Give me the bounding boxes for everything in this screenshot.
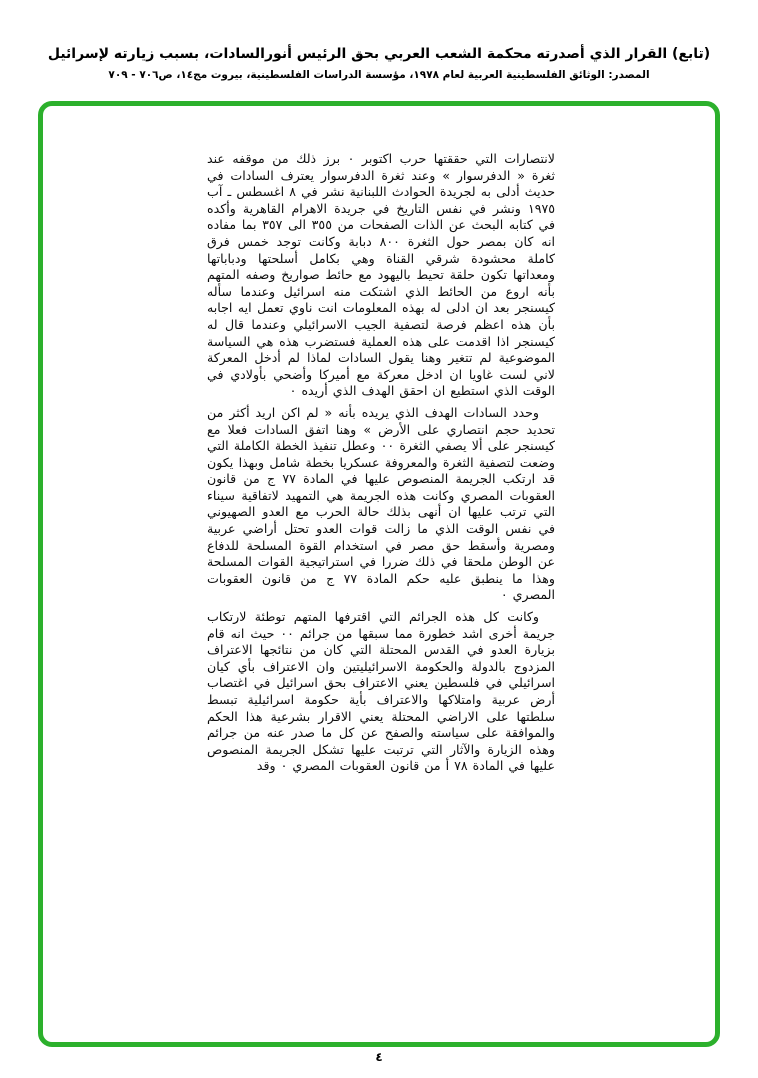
page-number: ٤ — [375, 1050, 383, 1064]
document-source-line: المصدر: الوثائق الفلسطينية العربية لعام ١٩٧٨، مؤسسة الدراسات الفلسطينية، بيروت مج١٤، ص٧٠٦ - ٧٠٩ — [108, 69, 650, 81]
body-paragraph-1: لانتصارات التي حققتها حرب اكتوبر ٠ برز ذلك من موقفه عند ثغرة « الدفرسوار » وعند ثغرة الدفرسوار يعترف السادات في حديث أدلى به لجريدة الحوادث اللبنانية نشر في ٨ اغسطس ـ آب ١٩٧٥ ونشر في نفس التاريخ في جريدة الاهرام القاهرية وأكده في كتابه البحث عن الذات الصفحات من ٣٥٥ الى ٣٥٧ بما مفاده انه كان بمصر حول الثغرة ٨٠٠ دبابة وكانت توجد خمس فرق كاملة محشودة شرقي القناة وهي بكامل أسلحتها ودباباتها ومعداتها تكون حلقة تحيط باليهود مع حائط صواريخ وصفه المتهم بأنه اروع من الحائط الذي اشتكت منه اسرائيل وعندما سأله كيسنجر بعد ان ادلى له بهذه المعلومات انت ناوي تعمل ايه اجابه بأن هذه اعظم فرصة لتصفية الجيب الاسرائيلي وعندما قال له كيسنجر اذا اقدمت على هذه العملية فستضرب هذه هي السياسة الموضوعية لم تتغير وهنا يقول السادات لماذا لم أدخل المعركة لاني لست غاويا ان ادخل معركة مع أميركا وأضحي بأولادي في الوقت الذي استطيع ان احقق الهدف الذي أريده ٠ — [207, 151, 555, 399]
document-header — [0, 46, 758, 81]
body-paragraph-3: وكانت كل هذه الجرائم التي اقترفها المتهم توطئة لارتكاب جريمة أخرى اشد خطورة مما سبقها من جرائم ٠٠ حيث انه قام بزيارة العدو في القدس المحتلة التي كان من نتائجها الاعتراف المزدوج بالدولة والحكومة الاسرائيليتين وان الاعتراف بأي كيان اسرائيلي في فلسطين يعني الاعتراف بحق اسرائيل في اغتصاب أرض عربية وامتلاكها والاعتراف بأية حكومة اسرائيلية تبسط سلطتها على الاراضي المحتلة يعني الاقرار بشرعية هذا الحكم والموافقة على سياسته والصفح عن كل ما صدر عنه من جرائم وهذه الزيارة والآثار التي ترتبت عليها تشكل الجريمة المنصوص عليها في المادة ٧٨ أ من قانون العقوبات المصري ٠ وقد — [207, 609, 555, 774]
document-title: (تابع) القرار الذي أصدرته محكمة الشعب العربي بحق الرئيس أنورالسادات، بسبب زيارته لإسرائيل — [47, 46, 711, 62]
document-body — [207, 151, 555, 780]
body-paragraph-2: وحدد السادات الهدف الذي يريده بأنه « لم اكن اريد أكثر من تحديد حجم انتصاري على الأرض » وهنا اتفق السادات فعلا مع كيسنجر على ألا يصفي الثغرة ٠٠ وعطل تنفيذ الخطة الكاملة التي وضعت لتصفية الثغرة والمعروفة عسكريا بخطة شامل وبهذا يكون قد ارتكب الجريمة المنصوص عليها في المادة ٧٧ ج من قانون العقوبات المصري وكانت هذه الجريمة هي التمهيد لاتفاقية سيناء التي ترتب عليها ان أنهى بذلك حالة الحرب مع العدو الصهيوني في نفس الوقت الذي ما زالت قوات العدو تحتل أراضي عربية ومصرية وأسقط حق مصر في استخدام القوة المسلحة للدفاع عن الوطن ملحقا في ذلك ضررا في استراتيجية القوات المسلحة وهذا ما ينطبق عليه حكم المادة ٧٧ ج من قانون العقوبات المصري ٠ — [207, 404, 556, 603]
